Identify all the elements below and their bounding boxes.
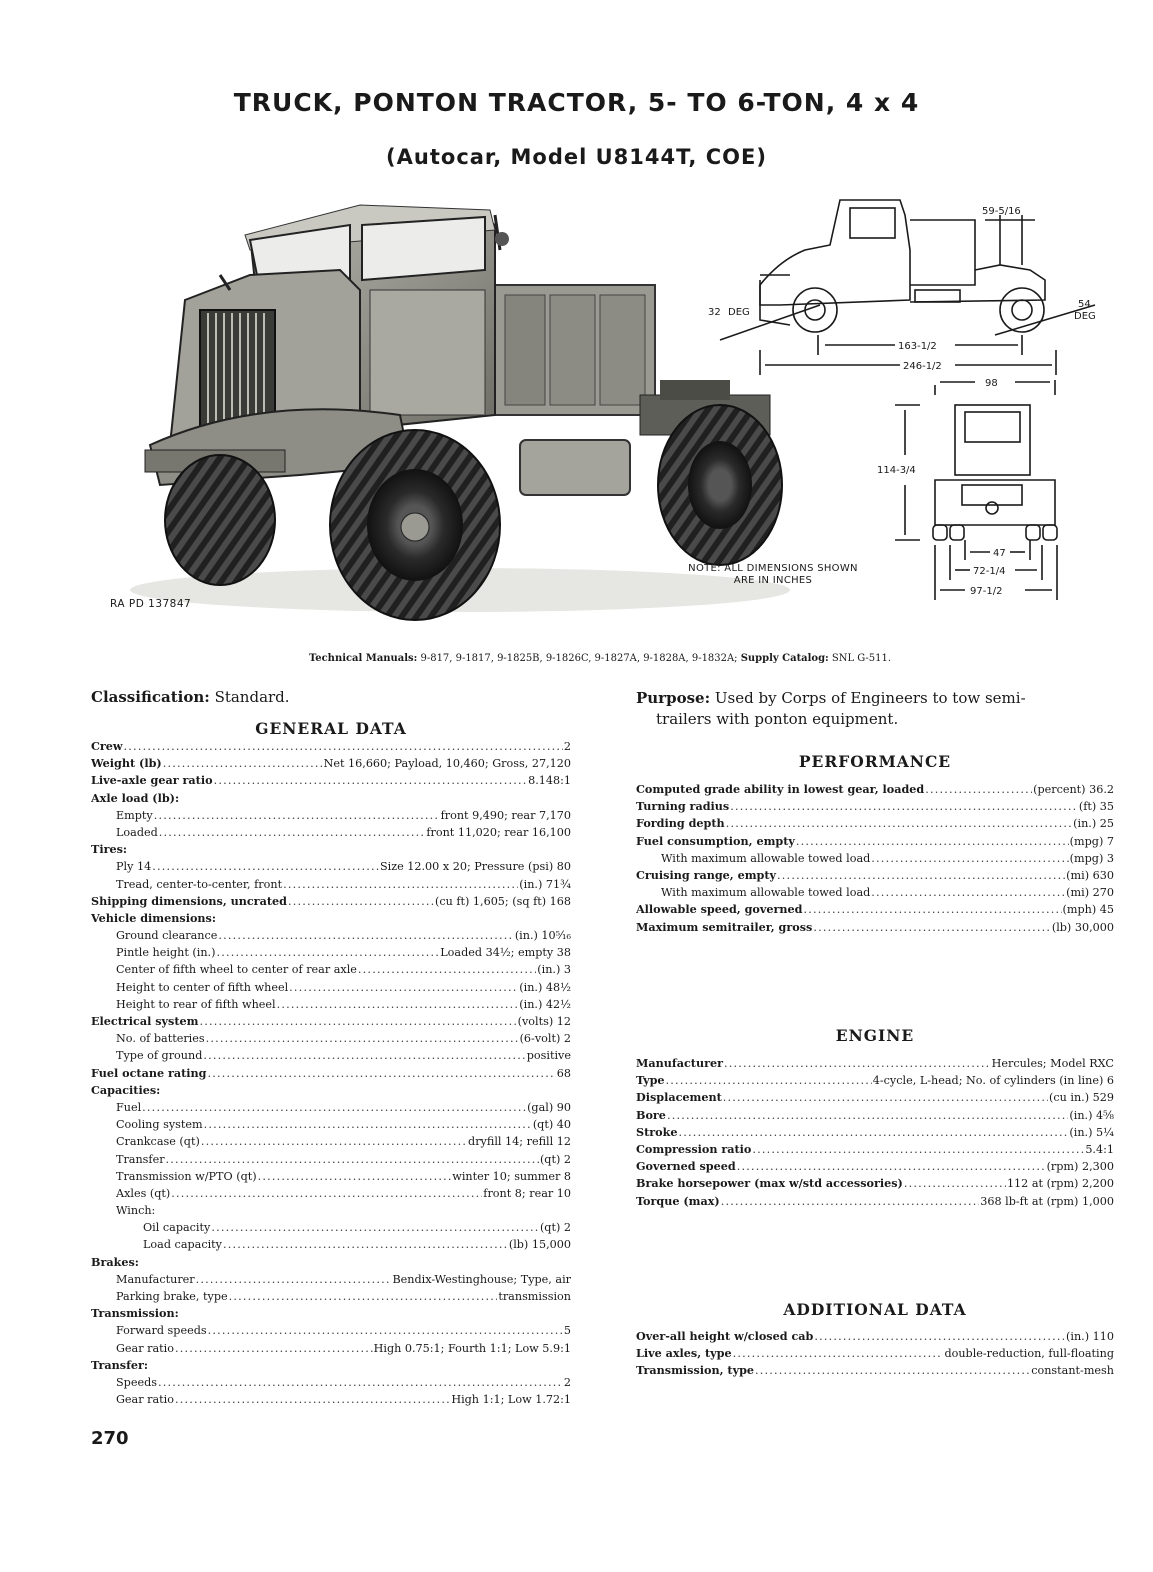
spec-value: (in.) 3 xyxy=(537,963,571,977)
spec-label: Cruising range, empty xyxy=(636,867,777,882)
spec-row xyxy=(636,1328,1114,1345)
spec-label: Speeds xyxy=(116,1375,157,1389)
spec-value: 8.148:1 xyxy=(528,774,571,788)
engine-table xyxy=(636,1055,1114,1210)
leader-dots xyxy=(171,1185,482,1202)
leader-dots xyxy=(666,1072,872,1089)
leader-dots xyxy=(777,867,1065,884)
leader-dots xyxy=(199,1013,516,1030)
leader-dots xyxy=(214,772,528,789)
spec-row xyxy=(91,1099,571,1116)
spec-row xyxy=(91,910,571,927)
spec-value: 112 at (rpm) 2,200 xyxy=(1006,1177,1114,1191)
spec-row xyxy=(91,1236,571,1253)
spec-value: (percent) 36.2 xyxy=(1033,783,1114,796)
spec-row xyxy=(636,884,1114,901)
spec-value: 5 xyxy=(563,1324,571,1338)
leader-dots xyxy=(925,781,1032,798)
classification xyxy=(91,688,290,706)
spec-value: (cu ft) 1,605; (sq ft) 168 xyxy=(434,894,571,908)
spec-row xyxy=(636,1362,1114,1379)
page-title: TRUCK, PONTON TRACTOR, 5- TO 6-TON, 4 x 4 xyxy=(233,88,920,117)
spec-label: Stroke xyxy=(636,1124,678,1139)
dimension-note xyxy=(668,563,878,587)
spec-label: Manufacturer xyxy=(116,1272,195,1286)
tm-value: 9-817, 9-1817, 9-1825B, 9-1826C, 9-1827A, 9-1828A, 9-1832A; xyxy=(420,652,738,664)
leader-dots xyxy=(814,1328,1065,1345)
spec-label: Crankcase (qt) xyxy=(116,1135,200,1149)
spec-row xyxy=(636,901,1114,918)
spec-row xyxy=(636,1175,1114,1192)
spec-row xyxy=(91,1047,571,1064)
spec-row xyxy=(636,833,1114,850)
spec-value: Net 16,660; Payload, 10,460; Gross, 27,120 xyxy=(323,757,571,771)
leader-dots xyxy=(723,1089,1048,1106)
spec-label: Over-all height w/closed cab xyxy=(636,1329,814,1343)
general-data-table xyxy=(91,738,571,1408)
spec-label: Live-axle gear ratio xyxy=(91,773,213,788)
spec-row xyxy=(91,1116,571,1133)
leader-dots xyxy=(229,1288,498,1305)
leader-dots xyxy=(223,1236,508,1253)
note-line-1: NOTE: ALL DIMENSIONS SHOWN xyxy=(688,563,858,574)
spec-label: Type of ground xyxy=(116,1049,203,1063)
dim-overall-width: 98 xyxy=(985,378,998,389)
spec-row xyxy=(91,893,571,910)
spec-label: Transfer xyxy=(116,1152,165,1166)
spec-row xyxy=(636,798,1114,815)
dim-47: 47 xyxy=(993,548,1006,559)
leader-dots xyxy=(216,944,439,961)
spec-label: Displacement xyxy=(636,1090,722,1105)
spec-label: Gear ratio xyxy=(116,1341,174,1355)
spec-value: (lb) 30,000 xyxy=(1051,920,1114,934)
spec-label: Tread, center-to-center, front xyxy=(116,877,283,891)
performance-table xyxy=(636,781,1114,936)
leader-dots xyxy=(904,1175,1006,1192)
spec-label: Loaded xyxy=(116,825,158,839)
spec-row xyxy=(91,1305,571,1322)
spec-value: positive xyxy=(526,1049,571,1063)
spec-row xyxy=(91,841,571,858)
leader-dots xyxy=(124,738,563,755)
spec-label: Live axles, type xyxy=(636,1346,732,1361)
spec-row xyxy=(91,1374,571,1391)
spec-row xyxy=(91,1254,571,1271)
spec-label: Fuel xyxy=(116,1100,142,1114)
spec-value: High 0.75:1; Fourth 1:1; Low 5.9:1 xyxy=(373,1341,571,1355)
leader-dots xyxy=(152,858,379,875)
spec-row xyxy=(91,1013,571,1030)
leader-dots xyxy=(258,1168,452,1185)
spec-value: 368 lb-ft at (rpm) 1,000 xyxy=(980,1194,1114,1208)
spec-label: Manufacturer xyxy=(636,1056,723,1070)
spec-row xyxy=(91,927,571,944)
spec-value: (in.) 25 xyxy=(1073,817,1114,831)
leader-dots xyxy=(204,1116,532,1133)
spec-label: Crew xyxy=(91,739,123,753)
spec-label: Axles (qt) xyxy=(116,1186,171,1200)
page-number: 270 xyxy=(91,1428,129,1449)
spec-row xyxy=(91,1219,571,1236)
spec-label: Cooling system xyxy=(116,1118,203,1132)
leader-dots xyxy=(154,807,440,824)
classification-value: Standard. xyxy=(214,688,290,706)
leader-dots xyxy=(730,798,1078,815)
spec-value: Hercules; Model RXC xyxy=(991,1057,1114,1070)
leader-dots xyxy=(733,1345,944,1362)
spec-value: (mpg) 3 xyxy=(1069,851,1114,865)
leader-dots xyxy=(142,1099,526,1116)
spec-value: Size 12.00 x 20; Pressure (psi) 80 xyxy=(379,860,571,874)
leader-dots xyxy=(163,755,323,772)
leader-dots xyxy=(201,1133,467,1150)
spec-row xyxy=(91,1271,571,1288)
spec-row xyxy=(91,1288,571,1305)
leader-dots xyxy=(158,1374,563,1391)
spec-row xyxy=(91,996,571,1013)
spec-value: 5.4:1 xyxy=(1085,1142,1114,1156)
leader-dots xyxy=(208,1065,556,1082)
angle-rear-deg: DEG xyxy=(1074,311,1096,322)
spec-label: Torque (max) xyxy=(636,1193,720,1208)
classification-label: Classification: xyxy=(91,688,210,706)
spec-label: No. of batteries xyxy=(116,1032,205,1046)
spec-value: constant-mesh xyxy=(1031,1364,1114,1378)
spec-row xyxy=(91,1133,571,1150)
spec-row xyxy=(636,1158,1114,1175)
spec-value: (in.) 4⅝ xyxy=(1069,1108,1114,1122)
spec-row xyxy=(91,824,571,841)
dimension-diagram xyxy=(700,190,1120,610)
spec-value: (in.) 71¾ xyxy=(519,877,571,891)
dim-overall-length: 246-1/2 xyxy=(903,361,942,372)
spec-row xyxy=(91,961,571,978)
spec-label: With maximum allowable towed load xyxy=(661,851,871,865)
spec-value: dryfill 14; refill 12 xyxy=(468,1135,571,1149)
spec-label: Center of fifth wheel to center of rear axle xyxy=(116,963,357,977)
spec-label: Transmission: xyxy=(91,1306,179,1321)
leader-dots xyxy=(796,833,1069,850)
spec-value: (cu in.) 529 xyxy=(1048,1091,1114,1105)
spec-label: Gear ratio xyxy=(116,1393,174,1407)
spec-value: (qt) 2 xyxy=(539,1221,571,1235)
spec-row xyxy=(636,919,1114,936)
performance-heading: PERFORMANCE xyxy=(798,752,952,771)
spec-value: (qt) 2 xyxy=(539,1152,571,1166)
spec-row xyxy=(91,755,571,772)
spec-label: Tires: xyxy=(91,842,128,857)
spec-label: Fuel octane rating xyxy=(91,1065,207,1080)
spec-value: (mpg) 7 xyxy=(1069,834,1114,848)
spec-label: Transmission, type xyxy=(636,1363,755,1378)
spec-label: Oil capacity xyxy=(143,1221,211,1235)
spec-row xyxy=(636,867,1114,884)
spec-row xyxy=(91,979,571,996)
spec-label: Type xyxy=(636,1073,665,1088)
leader-dots xyxy=(737,1158,1046,1175)
additional-data-table xyxy=(636,1328,1114,1380)
spec-label: Forward speeds xyxy=(116,1324,207,1338)
leader-dots xyxy=(871,850,1068,867)
page-subtitle: (Autocar, Model U8144T, COE) xyxy=(386,145,767,169)
spec-row xyxy=(91,858,571,875)
spec-value: double-reduction, full-floating xyxy=(944,1347,1114,1361)
spec-row xyxy=(91,1357,571,1374)
spec-row xyxy=(636,1141,1114,1158)
spec-row xyxy=(636,781,1114,798)
dim-width-rear: 97-1/2 xyxy=(970,586,1003,597)
spec-label: Compression ratio xyxy=(636,1141,752,1156)
spec-row xyxy=(636,815,1114,832)
spec-value: High 1:1; Low 1.72:1 xyxy=(451,1393,571,1407)
spec-label: Pintle height (in.) xyxy=(116,946,216,960)
additional-data-heading: ADDITIONAL DATA xyxy=(783,1300,967,1319)
dim-tread-front: 72-1/4 xyxy=(973,566,1006,577)
leader-dots xyxy=(218,927,513,944)
spec-value: 2 xyxy=(563,740,571,753)
spec-row xyxy=(91,1322,571,1339)
sc-value: SNL G-511. xyxy=(831,652,892,664)
spec-row xyxy=(91,807,571,824)
sc-label: Supply Catalog: xyxy=(740,652,829,664)
spec-label: Axle load (lb): xyxy=(91,790,180,805)
spec-value: Loaded 34½; empty 38 xyxy=(440,946,571,960)
spec-label: Transfer: xyxy=(91,1357,149,1372)
spec-label: Capacities: xyxy=(91,1082,161,1097)
leader-dots xyxy=(283,876,518,893)
tm-label: Technical Manuals: xyxy=(308,652,418,664)
spec-value: (in.) 5¼ xyxy=(1069,1125,1114,1139)
leader-dots xyxy=(724,1055,991,1072)
spec-label: Shipping dimensions, uncrated xyxy=(91,893,287,908)
dim-height: 114-3/4 xyxy=(877,465,916,476)
spec-row xyxy=(91,1391,571,1408)
purpose-label: Purpose: xyxy=(636,689,711,707)
spec-value: (rpm) 2,300 xyxy=(1046,1160,1114,1174)
spec-value: front 11,020; rear 16,100 xyxy=(426,825,571,839)
leader-dots xyxy=(813,919,1050,936)
spec-value: 2 xyxy=(563,1375,571,1389)
spec-label: Turning radius xyxy=(636,799,730,814)
leader-dots xyxy=(803,901,1061,918)
spec-value: transmission xyxy=(498,1290,571,1303)
spec-row xyxy=(636,1193,1114,1210)
spec-value: (6-volt) 2 xyxy=(519,1032,571,1046)
spec-value: (in.) 42½ xyxy=(519,997,571,1011)
spec-value: (in.) 110 xyxy=(1066,1330,1114,1343)
leader-dots xyxy=(277,996,519,1013)
angle-front-value: 32 xyxy=(708,307,721,318)
spec-row xyxy=(91,772,571,789)
spec-label: Brakes: xyxy=(91,1254,139,1269)
leader-dots xyxy=(726,815,1072,832)
leader-dots xyxy=(752,1141,1084,1158)
spec-row xyxy=(91,1151,571,1168)
spec-row xyxy=(91,1065,571,1082)
spec-label: With maximum allowable towed load xyxy=(661,886,871,900)
spec-value: Bendix-Westinghouse; Type, air xyxy=(392,1272,571,1286)
leader-dots xyxy=(289,979,518,996)
spec-row xyxy=(636,1345,1114,1362)
general-data-heading: GENERAL DATA xyxy=(255,719,407,738)
angle-rear-value: 54 xyxy=(1078,299,1091,310)
spec-value: winter 10; summer 8 xyxy=(452,1169,571,1183)
spec-value: 68 xyxy=(556,1066,571,1080)
spec-value: (in.) 10⁵⁄₁₆ xyxy=(514,929,571,943)
leader-dots xyxy=(211,1219,539,1236)
leader-dots xyxy=(206,1030,519,1047)
purpose-line-1: Used by Corps of Engineers to tow semi- xyxy=(714,689,1026,707)
spec-label: Computed grade ability in lowest gear, loaded xyxy=(636,782,925,796)
spec-value: front 8; rear 10 xyxy=(483,1186,571,1200)
note-line-2: ARE IN INCHES xyxy=(733,575,813,586)
spec-row xyxy=(636,1107,1114,1124)
spec-label: Allowable speed, governed xyxy=(636,902,803,917)
leader-dots xyxy=(203,1047,525,1064)
spec-label: Height to rear of fifth wheel xyxy=(116,997,276,1011)
angle-front-deg: DEG xyxy=(728,307,750,318)
leader-dots xyxy=(678,1124,1068,1141)
spec-row xyxy=(636,1055,1114,1072)
spec-row xyxy=(636,1072,1114,1089)
leader-dots xyxy=(196,1271,392,1288)
spec-row xyxy=(636,850,1114,867)
spec-row xyxy=(91,1185,571,1202)
spec-value: front 9,490; rear 7,170 xyxy=(440,808,571,822)
leader-dots xyxy=(721,1193,980,1210)
leader-dots xyxy=(166,1151,539,1168)
spec-label: Fuel consumption, empty xyxy=(636,833,795,848)
technical-manuals-line xyxy=(30,652,1153,664)
spec-label: Governed speed xyxy=(636,1159,736,1174)
engine-heading: ENGINE xyxy=(835,1026,915,1045)
spec-value: (ft) 35 xyxy=(1078,800,1114,814)
leader-dots xyxy=(159,824,426,841)
spec-label: Transmission w/PTO (qt) xyxy=(116,1169,257,1183)
spec-row xyxy=(91,1030,571,1047)
spec-value: (volts) 12 xyxy=(517,1015,571,1028)
leader-dots xyxy=(208,1322,563,1339)
spec-label: Vehicle dimensions: xyxy=(91,910,216,925)
leader-dots xyxy=(175,1340,373,1357)
spec-value: (gal) 90 xyxy=(527,1100,571,1114)
spec-label: Ground clearance xyxy=(116,929,218,943)
purpose-line-2: trailers with ponton equipment. xyxy=(656,710,899,728)
purpose xyxy=(636,688,1114,730)
spec-label: Load capacity xyxy=(143,1238,222,1252)
spec-label: Empty xyxy=(116,808,153,822)
spec-row xyxy=(91,944,571,961)
spec-label: Winch: xyxy=(116,1204,156,1218)
leader-dots xyxy=(755,1362,1030,1379)
leader-dots xyxy=(871,884,1065,901)
spec-row xyxy=(91,1082,571,1099)
spec-row xyxy=(91,790,571,807)
spec-label: Parking brake, type xyxy=(116,1290,228,1303)
dim-top-right: 59-5/16 xyxy=(982,206,1021,217)
leader-dots xyxy=(288,893,434,910)
spec-value: (qt) 40 xyxy=(532,1118,571,1132)
spec-label: Weight (lb) xyxy=(91,756,162,771)
spec-label: Fording depth xyxy=(636,816,725,831)
spec-row xyxy=(91,1168,571,1185)
spec-label: Brake horsepower (max w/std accessories) xyxy=(636,1176,903,1191)
spec-value: (mi) 270 xyxy=(1066,886,1114,900)
spec-label: Electrical system xyxy=(91,1014,199,1028)
spec-label: Ply 14 xyxy=(116,860,152,874)
leader-dots xyxy=(358,961,536,978)
spec-row xyxy=(636,1124,1114,1141)
spec-value: (in.) 48½ xyxy=(519,980,571,994)
spec-row xyxy=(91,738,571,755)
spec-value: (mi) 630 xyxy=(1066,868,1114,882)
spec-value: (mph) 45 xyxy=(1062,903,1114,917)
leader-dots xyxy=(175,1391,450,1408)
spec-row xyxy=(91,1340,571,1357)
leader-dots xyxy=(667,1107,1068,1124)
spec-label: Bore xyxy=(636,1107,666,1122)
spec-row xyxy=(91,876,571,893)
spec-label: Maximum semitrailer, gross xyxy=(636,919,813,934)
spec-row xyxy=(636,1089,1114,1106)
spec-value: 4-cycle, L-head; No. of cylinders (in line) 6 xyxy=(872,1074,1114,1088)
photo-id: RA PD 137847 xyxy=(110,598,192,610)
spec-row xyxy=(91,1202,571,1219)
spec-label: Height to center of fifth wheel xyxy=(116,980,289,994)
dim-wheelbase: 163-1/2 xyxy=(898,341,937,352)
spec-value: (lb) 15,000 xyxy=(508,1238,571,1252)
